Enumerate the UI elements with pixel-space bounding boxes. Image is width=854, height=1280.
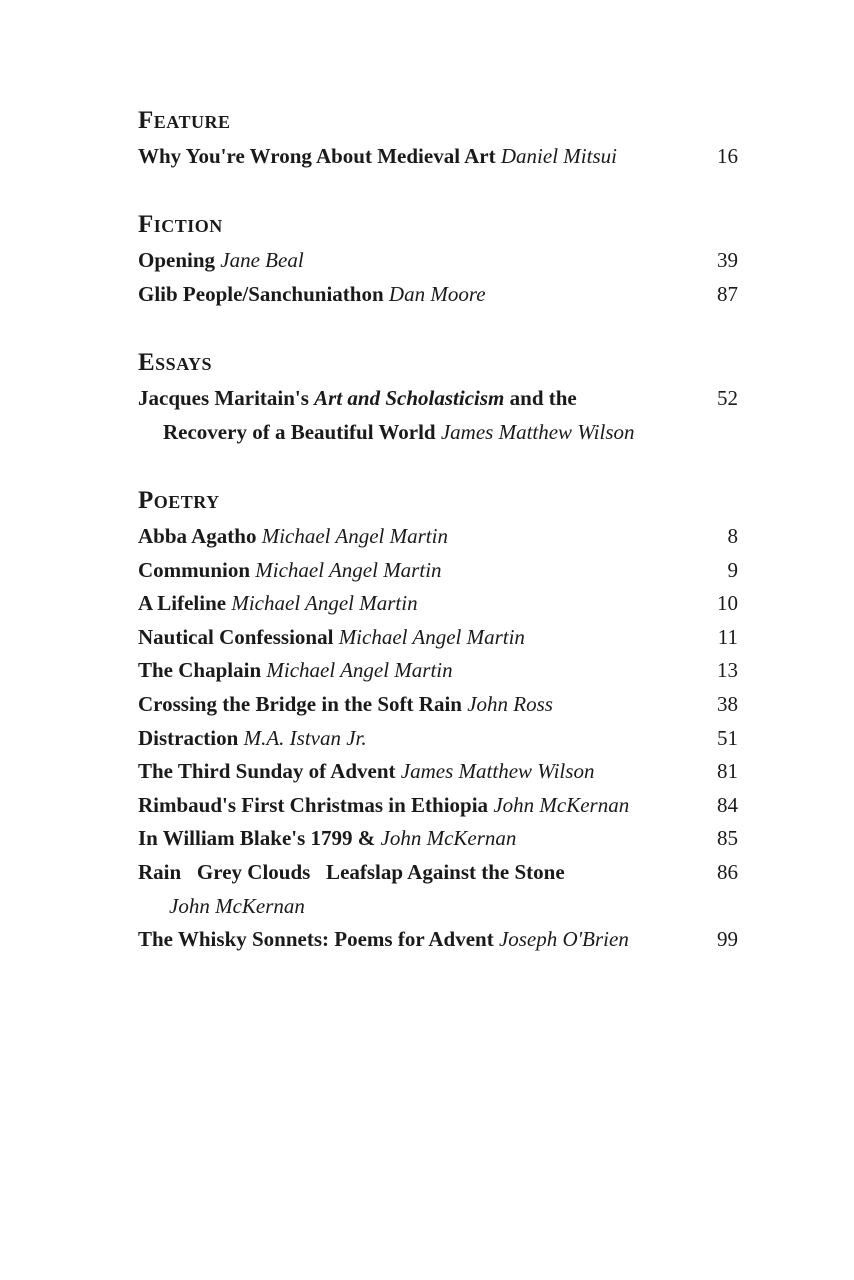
section-heading: Fiction <box>138 211 223 238</box>
entry-page-number: 9 <box>727 557 738 582</box>
section-poetry <box>138 486 740 957</box>
entry-page-number: 51 <box>717 725 738 750</box>
entry-title-line2: Recovery of a Beautiful World <box>163 419 436 444</box>
entry-title: Glib People/Sanchuniathon <box>138 281 384 306</box>
section-heading: Feature <box>138 107 231 134</box>
toc-entry <box>138 554 740 588</box>
toc-entry <box>138 140 740 174</box>
entry-title: The Third Sunday of Advent <box>138 759 396 784</box>
toc-entry <box>138 382 740 449</box>
entry-author: Michael Angel Martin <box>255 557 442 582</box>
entry-page-number: 87 <box>717 281 738 306</box>
toc-entry <box>138 621 740 655</box>
toc-entry <box>138 244 740 278</box>
entry-author: Michael Angel Martin <box>338 624 525 649</box>
entry-title-italic: Art and Scholasticism <box>314 386 505 410</box>
entry-page-number: 16 <box>717 144 738 168</box>
entry-page-number: 8 <box>727 524 738 548</box>
entry-page-number: 10 <box>717 591 738 616</box>
entry-title: Rimbaud's First Christmas in Ethiopia <box>138 792 489 817</box>
entry-title: Nautical Confessional <box>138 624 334 649</box>
entry-title: The Whisky Sonnets: Poems for Advent <box>138 927 494 952</box>
entry-title: The Chaplain <box>138 658 262 683</box>
entry-author: Dan Moore <box>388 281 486 306</box>
entry-title-continued: and the <box>509 386 577 410</box>
toc-entry <box>138 923 740 957</box>
section-heading: Essays <box>138 349 213 376</box>
entry-author: John McKernan <box>380 826 517 851</box>
entry-author: Michael Angel Martin <box>266 658 453 683</box>
entry-page-number: 52 <box>717 386 738 410</box>
toc-entry <box>138 688 740 722</box>
section-fiction <box>138 210 740 311</box>
entry-title: A Lifeline <box>138 591 227 616</box>
entry-author: M.A. Istvan Jr. <box>243 725 367 750</box>
entry-title: Jacques Maritain's <box>138 386 309 410</box>
entry-title: Communion <box>138 557 251 582</box>
entry-page-number: 85 <box>717 826 738 851</box>
entry-author: John Ross <box>467 691 553 716</box>
entry-author: John McKernan <box>169 893 305 918</box>
entry-title: In William Blake's 1799 & <box>138 826 376 851</box>
section-essays <box>138 348 740 449</box>
toc-entry <box>138 722 740 756</box>
entry-page-number: 11 <box>717 624 738 649</box>
toc-entry <box>138 822 740 856</box>
toc-entry <box>138 520 740 554</box>
entry-author: James Matthew Wilson <box>400 759 595 784</box>
entry-title: Rain Grey Clouds Leafslap Against the Stone <box>138 859 565 884</box>
section-feature <box>138 106 740 174</box>
entry-author: James Matthew Wilson <box>440 419 635 444</box>
entry-author: Daniel Mitsui <box>500 144 617 168</box>
toc-entry <box>138 587 740 621</box>
entry-title: Distraction <box>138 725 239 750</box>
entry-author: Joseph O'Brien <box>498 927 629 952</box>
entry-page-number: 81 <box>717 759 738 784</box>
entry-title: Opening <box>138 248 216 272</box>
entry-author: Michael Angel Martin <box>261 524 448 548</box>
toc-entry <box>138 856 740 923</box>
entry-author: Michael Angel Martin <box>231 591 418 616</box>
toc-entry <box>138 789 740 823</box>
entry-author: Jane Beal <box>220 248 304 272</box>
entry-title: Why You're Wrong About Medieval Art <box>138 144 496 168</box>
entry-page-number: 38 <box>717 691 738 716</box>
entry-title: Crossing the Bridge in the Soft Rain <box>138 691 462 716</box>
toc-entry <box>138 278 740 312</box>
entry-page-number: 99 <box>717 927 738 952</box>
entry-author: John McKernan <box>493 792 630 817</box>
toc-entry <box>138 755 740 789</box>
entry-page-number: 13 <box>717 658 738 683</box>
entry-title: Abba Agatho <box>138 524 257 548</box>
section-heading: Poetry <box>138 487 220 514</box>
entry-page-number: 86 <box>717 859 738 884</box>
entry-page-number: 84 <box>717 792 738 817</box>
entry-page-number: 39 <box>717 248 738 272</box>
toc-entry <box>138 654 740 688</box>
